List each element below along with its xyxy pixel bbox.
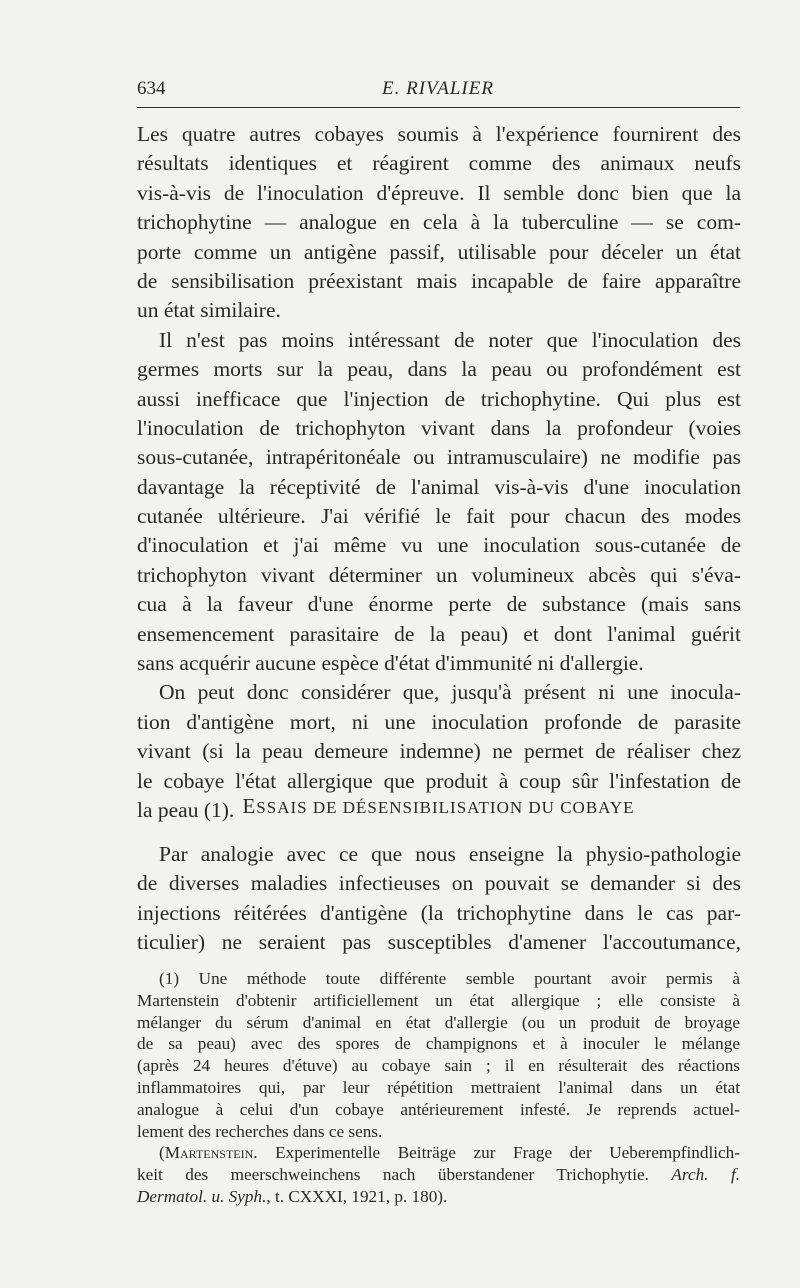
text-line: d'inoculation et j'ai même vu une inoculation sous-cutanée de bbox=[137, 533, 741, 558]
reference-journal: Arch. f. bbox=[671, 1165, 741, 1185]
footnote-line: de sa peau) avec des spores de champignons et à inoculer le mélange bbox=[137, 1034, 740, 1054]
reference-line bbox=[137, 1186, 740, 1208]
running-title: E. RIVALIER bbox=[382, 78, 494, 99]
text-line: de diverses maladies infectieuses on pouvait se demander si des bbox=[137, 871, 741, 896]
section-heading-rest: SSAIS DE DÉSENSIBILISATION DU COBAYE bbox=[256, 798, 635, 817]
text-line: injections réitérées d'antigène (la trichophytine dans le cas par- bbox=[137, 900, 741, 925]
header-rule bbox=[137, 107, 740, 108]
footnote-line: inflammatoires qui, par leur répétition mettraient l'animal dans un état bbox=[137, 1077, 740, 1097]
text-line: la peau (1). bbox=[137, 797, 235, 822]
footnotes bbox=[137, 968, 740, 1208]
reference-line bbox=[137, 1142, 740, 1164]
text-line: Les quatre autres cobayes soumis à l'expérience fournirent des bbox=[137, 122, 741, 146]
text-line: porte comme un antigène passif, utilisable pour déceler un état bbox=[137, 239, 741, 264]
text-line: cua à la faveur d'une énorme perte de substance (mais sans bbox=[137, 592, 741, 617]
text-line: résultats identiques et réagirent comme des animaux neufs bbox=[137, 151, 741, 176]
reference-journal-cont: Dermatol. u. Syph. bbox=[137, 1186, 267, 1206]
section-heading bbox=[137, 794, 740, 819]
text-line: ticulier) ne seraient pas susceptibles d'amener l'accoutumance, bbox=[137, 930, 741, 955]
footnote-line: (après 24 heures d'étuve) au cobaye sain ; il en résulterait des réactions bbox=[137, 1056, 740, 1076]
reference-line bbox=[137, 1164, 740, 1186]
reference-author: Martenstein bbox=[164, 1143, 254, 1163]
footnote-line: Martenstein d'obtenir artificiellement un état allergique ; elle consiste à bbox=[137, 990, 740, 1010]
text-line: germes morts sur la peau, dans la peau ou profondément est bbox=[137, 357, 741, 382]
text-line: de sensibilisation préexistant mais incapable de faire apparaître bbox=[137, 268, 741, 293]
reference-open-paren: ( bbox=[159, 1143, 165, 1163]
text-line: vivant (si la peau demeure indemne) ne permet de réaliser chez bbox=[137, 739, 741, 764]
reference-title-end: keit des meerschweinchens nach überstandener Trichophytie. bbox=[137, 1165, 672, 1185]
reference-citation: , t. CXXXI, 1921, p. 180). bbox=[266, 1186, 448, 1206]
reference-title-start: . Experimentelle Beiträge zur Frage der Ueberempfindlich- bbox=[253, 1143, 740, 1163]
text-line: sans acquérir aucune espèce d'état d'immunité ni d'allergie. bbox=[137, 651, 644, 676]
text-line: trichophytine — analogue en cela à la tuberculine — se com- bbox=[137, 210, 741, 235]
text-line: l'inoculation de trichophyton vivant dans la profondeur (voies bbox=[137, 415, 741, 440]
page-header bbox=[137, 74, 740, 104]
text-line: aussi inefficace que l'injection de trichophytine. Qui plus est bbox=[137, 386, 741, 411]
text-line: trichophyton vivant déterminer un volumineux abcès qui s'éva- bbox=[137, 562, 741, 587]
footnote-line: (1) Une méthode toute différente semble pourtant avoir permis à bbox=[159, 969, 740, 988]
text-line: le cobaye l'état allergique que produit à coup sûr l'infestation de bbox=[137, 768, 741, 793]
footnote-line: analogue à celui d'un cobaye antérieurement infesté. Je reprends actuel- bbox=[137, 1099, 740, 1119]
body-text-block-1 bbox=[137, 120, 741, 825]
text-line: On peut donc considérer que, jusqu'à présent ni une inocula- bbox=[159, 680, 741, 705]
footnote-line: mélanger du sérum d'animal en état d'allergie (ou un produit de broyage bbox=[137, 1012, 740, 1032]
text-line: cutanée ultérieure. J'ai vérifié le fait pour chacun des modes bbox=[137, 504, 741, 529]
section-heading-initial: E bbox=[242, 794, 257, 818]
text-line: davantage la réceptivité de l'animal vis-à-vis d'une inoculation bbox=[137, 474, 741, 499]
text-line: sous-cutanée, intrapéritonéale ou intramusculaire) ne modifie pas bbox=[137, 445, 741, 470]
text-line: tion d'antigène mort, ni une inoculation profonde de parasite bbox=[137, 709, 741, 734]
text-line: Il n'est pas moins intéressant de noter que l'inoculation des bbox=[159, 327, 741, 352]
text-line: Par analogie avec ce que nous enseigne la physio-pathologie bbox=[159, 842, 741, 866]
text-line: ensemencement parasitaire de la peau) et dont l'animal guérit bbox=[137, 621, 741, 646]
body-text-block-2 bbox=[137, 840, 741, 958]
page-number: 634 bbox=[137, 78, 166, 99]
text-line: un état similaire. bbox=[137, 298, 281, 323]
footnote-line: lement des recherches dans ce sens. bbox=[137, 1121, 383, 1141]
text-line: vis-à-vis de l'inoculation d'épreuve. Il semble donc bien que la bbox=[137, 180, 741, 205]
